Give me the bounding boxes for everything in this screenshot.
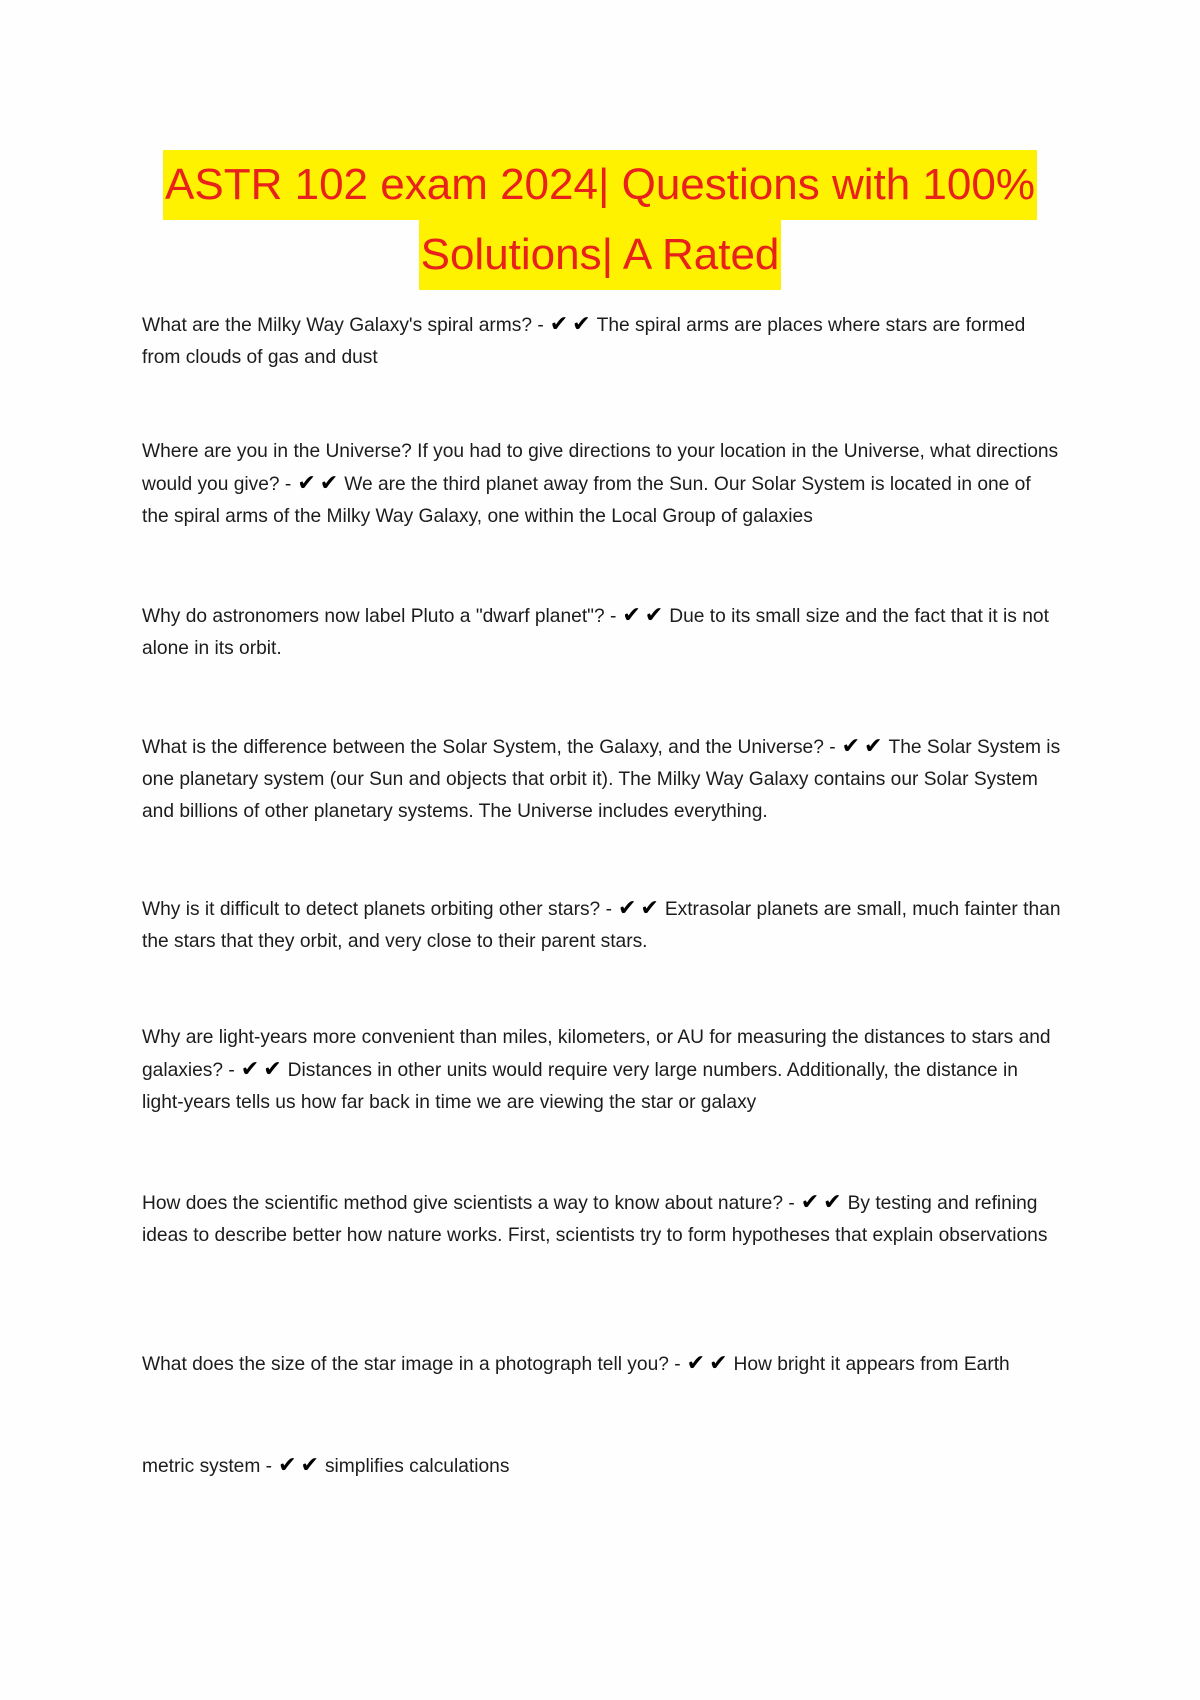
double-check-icon: ✔✔ [297,471,343,496]
double-check-icon: ✔✔ [549,312,595,337]
document-title [140,150,1060,290]
answer-text: The Solar System is one planetary system (our Sun and objects that orbit it). The Milky Way Galaxy contains our Solar System and billions of other planetary systems. The Universe includes everything. [142,737,1061,822]
question-text: Why do astronomers now label Pluto a "dwarf planet"? - [142,606,617,627]
qa-item [142,731,1062,828]
question-text: Where are you in the Universe? If you had to give directions to your location in the Universe, what directions would you give? - [142,441,1059,495]
title-line-1: ASTR 102 exam 2024| Questions with 100% [163,150,1037,220]
qa-item [142,309,1062,374]
question-text: metric system - [142,1456,273,1477]
qa-item [142,1022,1062,1119]
answer-text: How bright it appears from Earth [733,1354,1010,1375]
answer-text: We are the third planet away from the Sun. Our Solar System is located in one of the spiral arms of the Milky Way Galaxy, one within the Local Group of galaxies [142,474,1031,527]
double-check-icon: ✔✔ [686,1351,732,1376]
double-check-icon: ✔✔ [622,603,668,628]
question-text: How does the scientific method give scientists a way to know about nature? - [142,1193,795,1214]
question-text: What is the difference between the Solar System, the Galaxy, and the Universe? - [142,737,836,758]
answer-text: Extrasolar planets are small, much fainter than the stars that they orbit, and very close to their parent stars. [142,899,1061,952]
answer-text: simplifies calculations [324,1456,510,1477]
question-text: What are the Milky Way Galaxy's spiral arms? - [142,315,544,336]
qa-item [142,1348,1062,1381]
qa-item [142,1187,1062,1252]
qa-item [142,436,1062,533]
qa-item [142,1450,1062,1483]
double-check-icon: ✔✔ [617,896,663,921]
answer-text: Distances in other units would require very large numbers. Additionally, the distance in light-years tells us how far back in time we are viewing the star or galaxy [142,1060,1018,1113]
qa-item [142,600,1062,665]
answer-text: Due to its small size and the fact that it is not alone in its orbit. [142,606,1049,659]
answer-text: By testing and refining ideas to describe better how nature works. First, scientists try to form hypotheses that explain observations [142,1193,1048,1246]
question-text: Why is it difficult to detect planets orbiting other stars? - [142,899,612,920]
double-check-icon: ✔✔ [278,1453,323,1478]
double-check-icon: ✔✔ [240,1057,286,1082]
answer-text: The spiral arms are places where stars are formed from clouds of gas and dust [142,315,1026,368]
double-check-icon: ✔✔ [841,734,887,759]
question-text: Why are light-years more convenient than miles, kilometers, or AU for measuring the distances to stars and galaxies? - [142,1027,1051,1081]
title-line-2: Solutions| A Rated [419,220,782,290]
double-check-icon: ✔✔ [800,1190,846,1215]
qa-item [142,893,1062,958]
question-text: What does the size of the star image in a photograph tell you? - [142,1354,681,1375]
